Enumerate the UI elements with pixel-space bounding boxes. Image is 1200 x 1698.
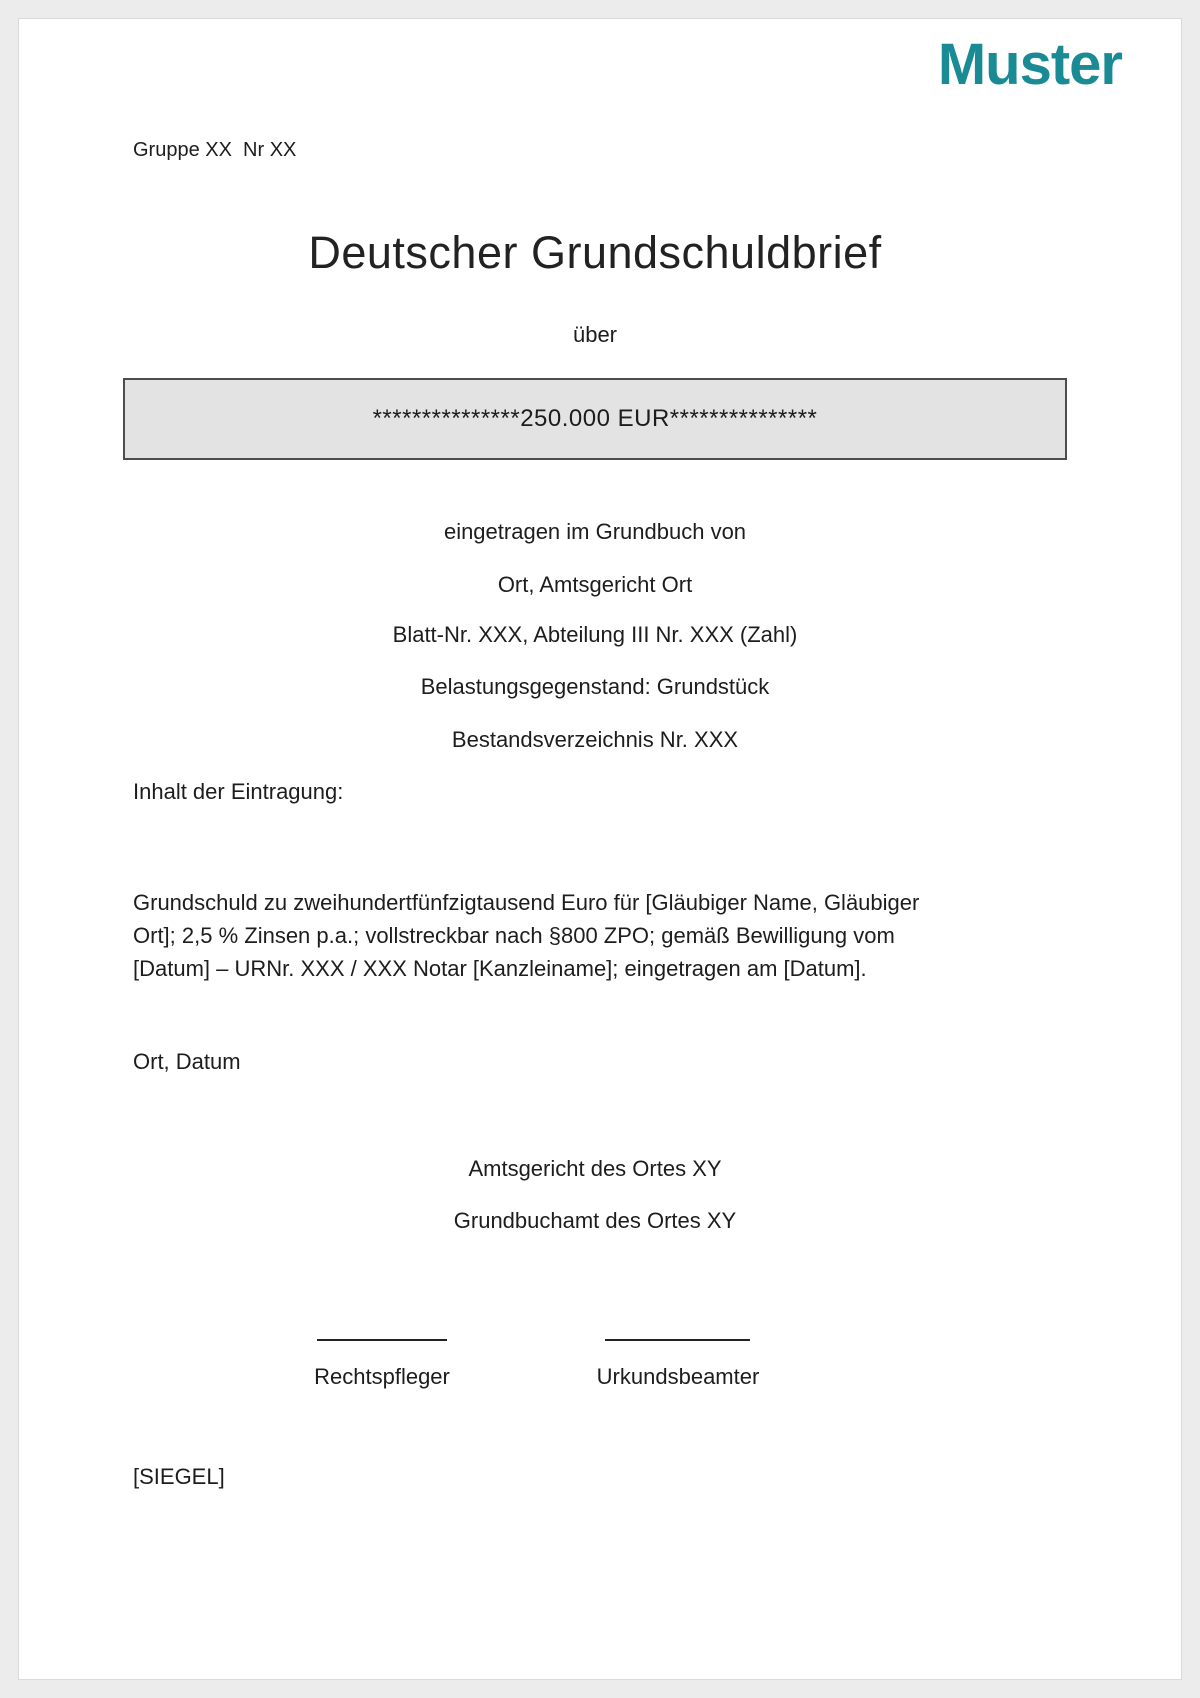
court-line: Grundbuchamt des Ortes XY bbox=[453, 1208, 737, 1233]
amount-box bbox=[123, 378, 1067, 460]
document-title: Deutscher Grundschuldbrief bbox=[308, 227, 882, 278]
signature-rule bbox=[605, 1339, 750, 1341]
document-subtitle: über bbox=[572, 322, 618, 347]
group-number-line: Gruppe XX Nr XX bbox=[133, 139, 297, 161]
register-line: Belastungsgegenstand: Grundstück bbox=[420, 674, 770, 699]
place-date: Ort, Datum bbox=[133, 1049, 241, 1074]
entry-paragraph-line: Ort]; 2,5 % Zinsen p.a.; vollstreckbar nach §800 ZPO; gemäß Bewilligung vom bbox=[133, 923, 895, 948]
entry-label: Inhalt der Eintragung: bbox=[133, 779, 344, 804]
entry-paragraph-line: [Datum] – URNr. XXX / XXX Notar [Kanzleiname]; eingetragen am [Datum]. bbox=[133, 956, 867, 981]
entry-paragraph bbox=[133, 886, 919, 985]
amount-text: ***************250.000 EUR*************** bbox=[372, 405, 818, 432]
register-line: eingetragen im Grundbuch von bbox=[443, 519, 747, 544]
signature-label: Urkundsbeamter bbox=[596, 1364, 760, 1389]
court-line: Amtsgericht des Ortes XY bbox=[468, 1156, 722, 1181]
brand-logo: Muster bbox=[937, 32, 1122, 97]
signature-label: Rechtspfleger bbox=[314, 1364, 450, 1389]
entry-paragraph-line: Grundschuld zu zweihundertfünfzigtausend Euro für [Gläubiger Name, Gläubiger bbox=[133, 890, 920, 915]
seal-placeholder: [SIEGEL] bbox=[133, 1464, 225, 1489]
signature-rule bbox=[317, 1339, 447, 1341]
register-line: Ort, Amtsgericht Ort bbox=[497, 572, 693, 597]
register-line: Bestandsverzeichnis Nr. XXX bbox=[451, 727, 739, 752]
register-line: Blatt-Nr. XXX, Abteilung III Nr. XXX (Zahl) bbox=[392, 622, 798, 647]
